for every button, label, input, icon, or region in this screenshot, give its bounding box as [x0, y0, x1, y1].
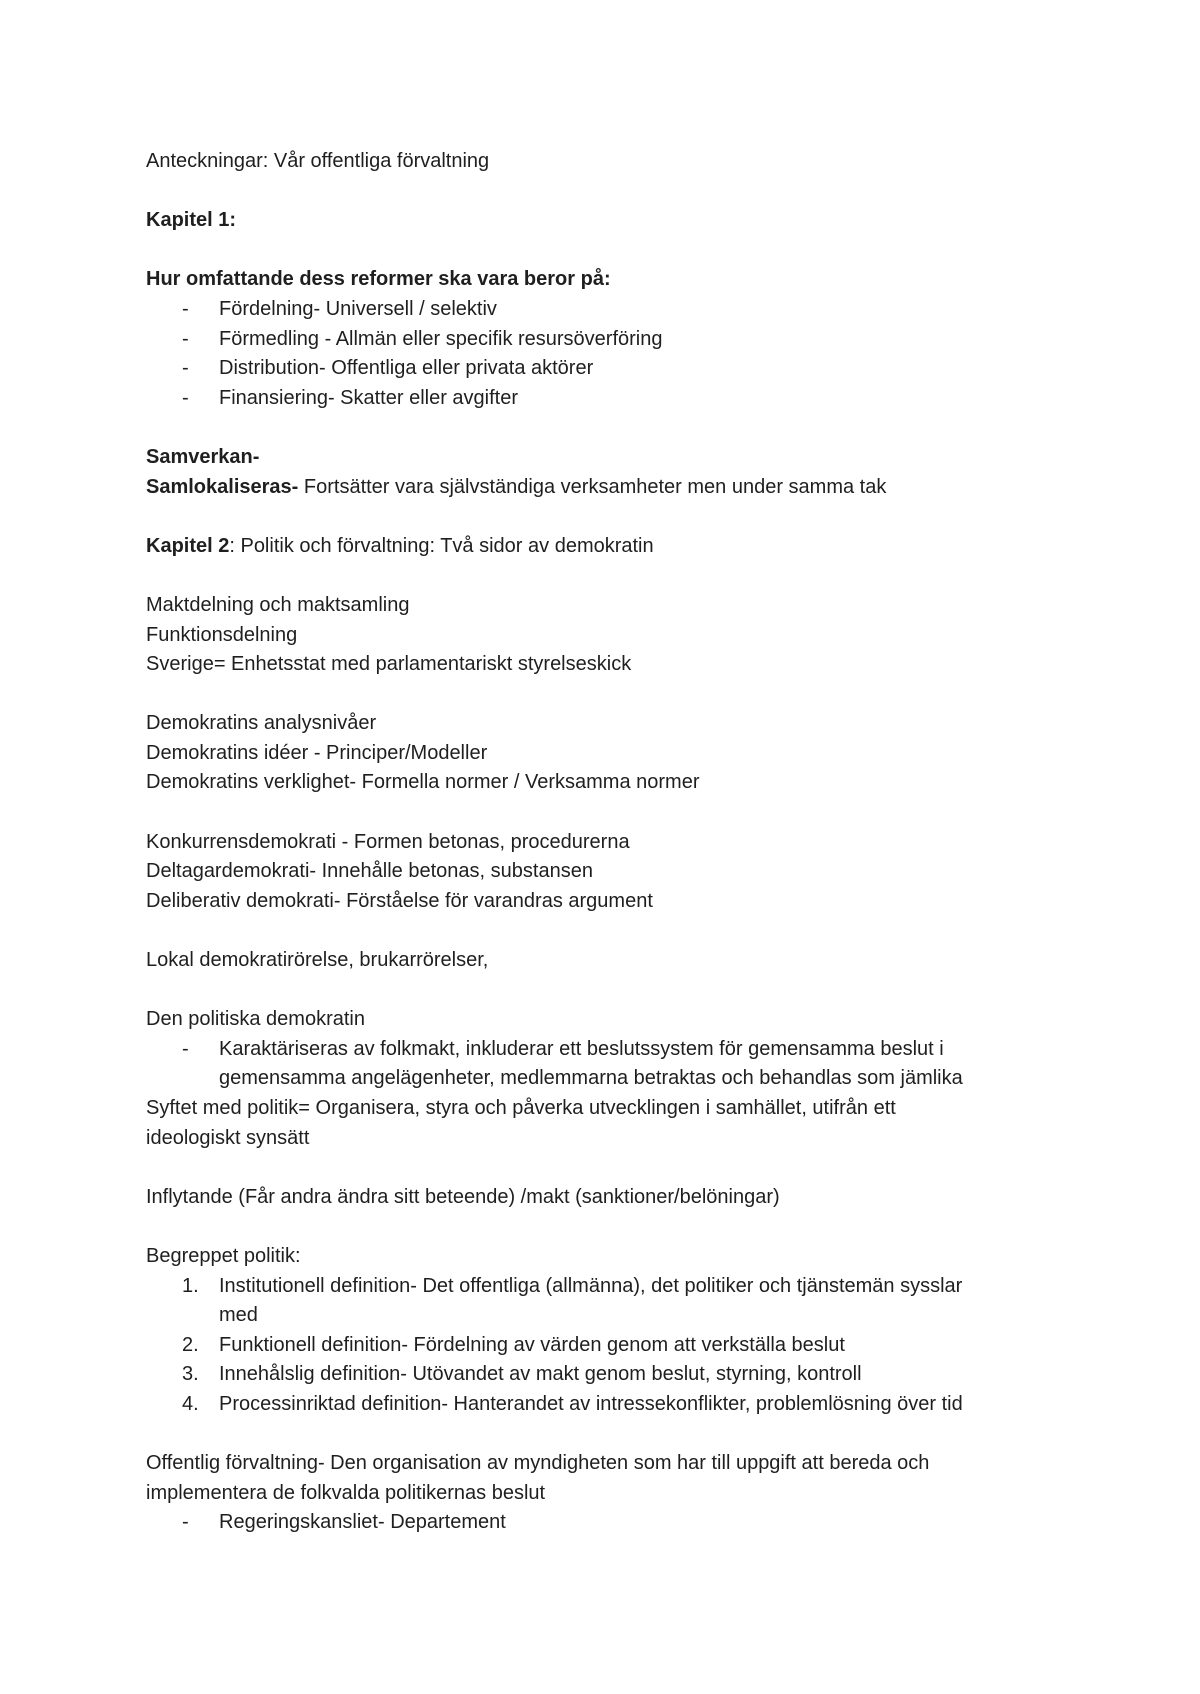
politiska-heading: Den politiska demokratin [146, 1008, 365, 1031]
offentlig-list [146, 1508, 1120, 1538]
list-item: 2. Funktionell definition- Fördelning av värden genom att verkställa beslut [146, 1331, 1120, 1361]
list-item: - Fördelning- Universell / selektiv [146, 295, 1120, 325]
paragraph-line: Sverige= Enhetsstat med parlamentariskt styrelseskick [146, 653, 632, 676]
number-marker: 4. [182, 1392, 199, 1415]
samlokaliseras-line: Samlokaliseras- Fortsätter vara självständiga verksamheter men under samma tak [146, 475, 887, 498]
number-marker: 1. [182, 1274, 199, 1297]
reform-heading: Hur omfattande dess reformer ska vara beror på: [146, 268, 611, 291]
dash-marker: - [182, 297, 189, 320]
begreppet-heading: Begreppet politik: [146, 1244, 301, 1267]
begreppet-list [146, 1272, 1120, 1420]
paragraph-line: Maktdelning och maktsamling [146, 593, 410, 616]
paragraph-line: Syftet med politik= Organisera, styra och påverka utvecklingen i samhället, utifrån ett [146, 1097, 896, 1119]
dash-marker: - [182, 1037, 189, 1060]
reform-list [146, 295, 1120, 413]
chapter-1-heading: Kapitel 1: [146, 209, 237, 232]
list-item: - Karaktäriseras av folkmakt, inkluderar ett beslutssystem för gemensamma beslut i gemensamma angelägenheter, medlemmarna betraktas och behandlas som jämlika [146, 1035, 1120, 1094]
list-item: - Distribution- Offentliga eller privata aktörer [146, 354, 1120, 384]
paragraph-line: Funktionsdelning [146, 623, 298, 646]
samverkan-label: Samverkan- [146, 445, 260, 468]
paragraph-line: Deliberativ demokrati- Förståelse för varandras argument [146, 889, 653, 912]
number-marker: 3. [182, 1363, 199, 1386]
paragraph-line: Konkurrensdemokrati - Formen betonas, procedurerna [146, 830, 630, 853]
paragraph-line: ideologiskt synsätt [146, 1126, 310, 1149]
chapter-2-heading: Kapitel 2: Politik och förvaltning: Två sidor av demokratin [146, 534, 654, 557]
paragraph-line: Lokal demokratirörelse, brukarrörelser, [146, 949, 489, 972]
list-item: 1. Institutionell definition- Det offentliga (allmänna), det politiker och tjänstemän sysslar med [146, 1272, 1120, 1331]
paragraph-line: Inflytande (Får andra ändra sitt beteende) /makt (sanktioner/belöningar) [146, 1185, 780, 1208]
paragraph-line: Offentlig förvaltning- Den organisation av myndigheten som har till uppgift att bereda och [146, 1452, 930, 1475]
paragraph-line: implementera de folkvalda politikernas beslut [146, 1481, 546, 1504]
paragraph-line: Demokratins verklighet- Formella normer / Verksamma normer [146, 771, 700, 794]
paragraph-line: Demokratins analysnivåer [146, 712, 377, 735]
list-item: - Förmedling - Allmän eller specifik resursöverföring [146, 325, 1120, 355]
paragraph-line: Demokratins idéer - Principer/Modeller [146, 741, 488, 764]
dash-marker: - [182, 357, 189, 380]
dash-marker: - [182, 1511, 189, 1534]
dash-marker: - [182, 386, 189, 409]
document-title: Anteckningar: Vår offentliga förvaltning [146, 150, 490, 172]
list-item: - Regeringskansliet- Departement [146, 1508, 1120, 1538]
politiska-list [146, 1035, 1120, 1094]
paragraph-line: Deltagardemokrati- Innehålle betonas, substansen [146, 860, 593, 883]
dash-marker: - [182, 327, 189, 350]
list-item: - Finansiering- Skatter eller avgifter [146, 384, 1120, 414]
number-marker: 2. [182, 1333, 199, 1356]
list-item: 4. Processinriktad definition- Hanterandet av intressekonflikter, problemlösning över tid [146, 1390, 1120, 1420]
list-item: 3. Innehålslig definition- Utövandet av makt genom beslut, styrning, kontroll [146, 1360, 1120, 1390]
